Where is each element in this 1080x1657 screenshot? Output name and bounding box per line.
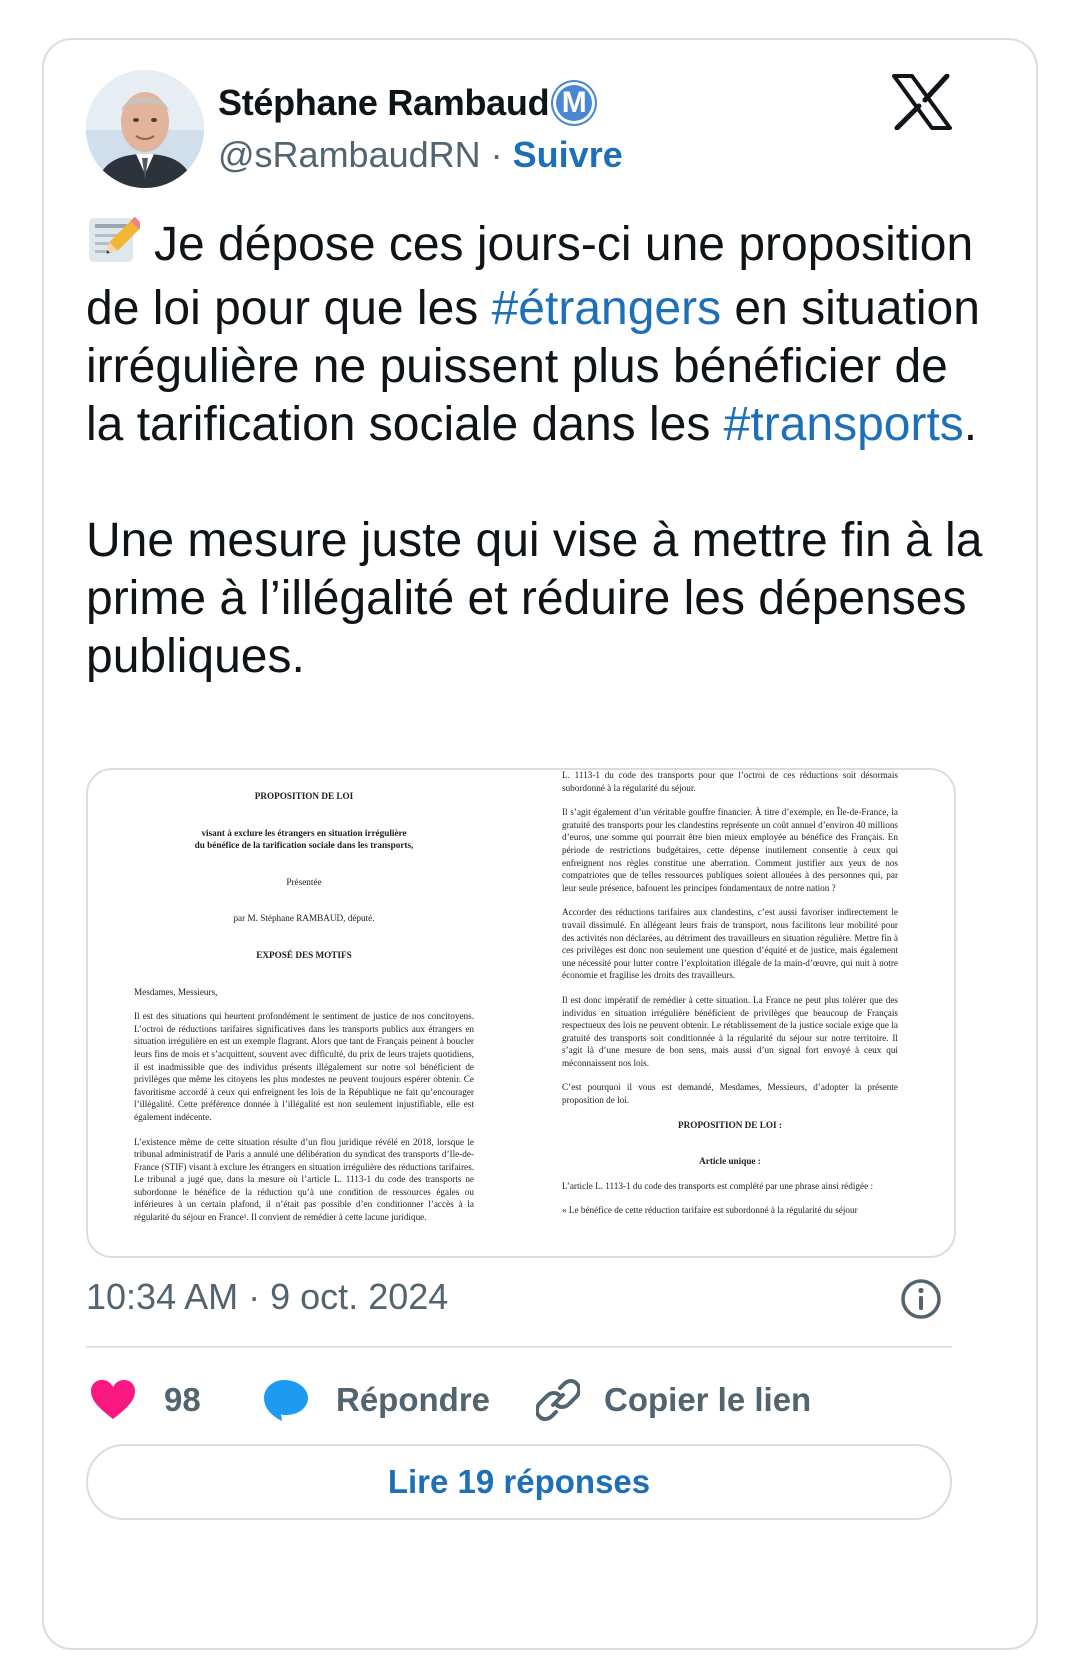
like-count: 98 (164, 1381, 201, 1418)
doc-subtitle-2: du bénéfice de la tarification sociale dans les transports, (194, 840, 414, 851)
document-right-column (562, 769, 898, 1229)
tweet-text-part-2: en situation irrégulière ne puissent plus bénéficier de la tarification sociale dans les (86, 282, 980, 451)
verified-badge-icon: M (553, 82, 595, 124)
hashtag-transports[interactable]: #transports (723, 398, 964, 451)
attached-document-image[interactable] (86, 768, 956, 1258)
doc-article: Article unique : (699, 1156, 761, 1167)
tweet-time: 10:34 AM (86, 1276, 239, 1317)
avatar-image (86, 70, 204, 188)
tweet-paragraph-1 (86, 212, 986, 454)
x-logo-icon[interactable] (892, 74, 952, 130)
tweet-card (42, 38, 1038, 1650)
doc-paragraph: L’article L. 1113-1 du code des transports est complété par une phrase ainsi rédigée : (562, 1180, 873, 1191)
author-name-row (218, 82, 595, 124)
action-bar (86, 1370, 956, 1430)
doc-salutation: Mesdames, Messieurs, (134, 986, 218, 997)
author-handle-row (218, 134, 623, 176)
timestamp-separator: · (248, 1276, 261, 1317)
document-left-column (134, 790, 474, 1236)
doc-title: PROPOSITION DE LOI (254, 791, 354, 801)
doc-subtitle-1: visant à exclure les étrangers en situation irrégulière (201, 827, 407, 838)
tweet-timestamp[interactable] (86, 1276, 448, 1318)
doc-paragraph: L. 1113-1 du code des transports pour que l’octroi de ces réductions soit désormais subordonné à la régularité du séjour. (562, 770, 898, 793)
doc-author: par M. Stéphane RAMBAUD, député. (233, 913, 375, 924)
read-replies-button[interactable]: Lire 19 réponses (86, 1444, 952, 1520)
follow-button[interactable]: Suivre (512, 134, 623, 175)
tweet-paragraph-2: Une mesure juste qui vise à mettre fin à la prime à l’illégalité et réduire les dépenses publiques. (86, 514, 983, 683)
hashtag-etrangers[interactable]: #étrangers (491, 282, 722, 335)
doc-paragraph: C’est pourquoi il vous est demandé, Mesdames, Messieurs, d’adopter la présente proposition de loi. (562, 1082, 898, 1106)
doc-paragraph: Il s’agit également d’un véritable gouffre financier. À titre d’exemple, en Île-de-France, la gratuité des transports pour les clandestins représente un coût annuel d’environ 40 millions d’euros, une somme qui pourrait être bien mieux employée au bénéfice des Français. En période de restrictions budgétaires, cette dépense inutilement consentie à ceux qui enfreignent nos règles constitue une aberration. Comment justifier aux yeux de nos compatriotes que de telles ressources publiques soient allouées à des personnes qui, par leur seule présence, bafouent les principes fondamentaux de notre nation ? (562, 807, 898, 893)
copy-link-label: Copier le lien (604, 1381, 812, 1418)
handle-separator: · (490, 134, 503, 175)
doc-expose: EXPOSÉ DES MOTIFS (256, 949, 352, 960)
author-handle[interactable]: @sRambaudRN (218, 134, 481, 175)
doc-law-title: PROPOSITION DE LOI : (678, 1119, 782, 1130)
doc-paragraph: « Le bénéfice de cette réduction tarifaire est subordonné à la régularité du séjour (562, 1205, 858, 1216)
reply-label: Répondre (336, 1381, 491, 1418)
tweet-text-part-3: . (963, 398, 978, 451)
copy-link-button[interactable] (536, 1370, 811, 1430)
reply-bubble-icon (262, 1378, 310, 1422)
tweet-date: 9 oct. 2024 (270, 1276, 449, 1317)
doc-presented: Présentée (286, 876, 322, 887)
doc-paragraph: Il est des situations qui heurtent profondément le sentiment de justice de nos concitoyens. L’octroi de réductions tarifaires significatives dans les transports publics aux étrangers en situation irrégulière en est un exemple flagrant. Alors que tant de Français peinent à boucler leurs fins de mois et s’acquittent, souvent avec difficulté, du prix de leurs trajets quotidiens, il est inadmissible que des individus présents illégalement sur notre sol bénéficient de privilèges que même les citoyens les plus modestes ne peuvent toujours espérer obtenir. Ce favoritisme accordé à ceux qui enfreignent les lois de la République ne fait qu’encourager l’illégalité. Cette préférence donnée à l’illégalité est non seulement injustifiable, elle est également indécente. (134, 1011, 474, 1122)
doc-paragraph: Accorder des réductions tarifaires aux clandestins, c’est aussi favoriser indirectement le travail dissimulé. En allégeant leurs frais de transport, nous facilitons leur mobilité pour des activités non déclarées, au détriment des travailleurs en situation régulière. Mettre fin à ces privilèges est donc non seulement une question d’équité et de justice, mais également une nécessité pour lutter contre l’exploitation illégale de la main-d’œuvre, qui nuit à notre économie et fragilise les droits des travailleurs. (562, 907, 898, 981)
tweet-text-part-1: Je dépose ces jours-ci une proposition de loi pour que les (86, 218, 974, 335)
memo-icon (86, 212, 140, 280)
tweet-text (86, 212, 986, 686)
info-icon[interactable] (900, 1278, 942, 1320)
author-name[interactable]: Stéphane Rambaud (218, 82, 550, 123)
link-icon (536, 1378, 580, 1422)
reply-button[interactable] (262, 1370, 490, 1430)
doc-paragraph: Il est donc impératif de remédier à cette situation. La France ne peut plus tolérer que des individus en situation irrégulière bénéficient de privilèges que beaucoup de Français respectueux des lois ne peuvent obtenir. Le rétablissement de la justice sociale exige que la gratuité des transports soit conditionnée à la régularité du séjour sur notre territoire. Il s’agit là d’une mesure de bon sens, mais aussi d’un signal fort envoyé à ceux qui méconnaissent nos lois. (562, 994, 898, 1068)
avatar[interactable] (86, 70, 204, 188)
like-button[interactable] (90, 1370, 201, 1430)
doc-paragraph: L’existence même de cette situation résulte d’un flou juridique révélé en 2018, lorsque le tribunal administratif de Paris a annulé une délibération du syndicat des transports d’Ile-de-France (STIF) visant à exclure les étrangers en situation irrégulière des réductions tarifaires. Le tribunal a jugé que, dans la mesure où l’article L. 1113-1 du code des transports ne subordonne le bénéfice de la réduction qu’à une condition de ressources égales ou inférieures à un certain plafond, il n’était pas possible d’en conditionner l’accès à la régularité du séjour en France¹. Il convient de remédier à cette lacune juridique. (134, 1136, 474, 1223)
heart-icon (90, 1379, 136, 1421)
divider (86, 1346, 952, 1348)
